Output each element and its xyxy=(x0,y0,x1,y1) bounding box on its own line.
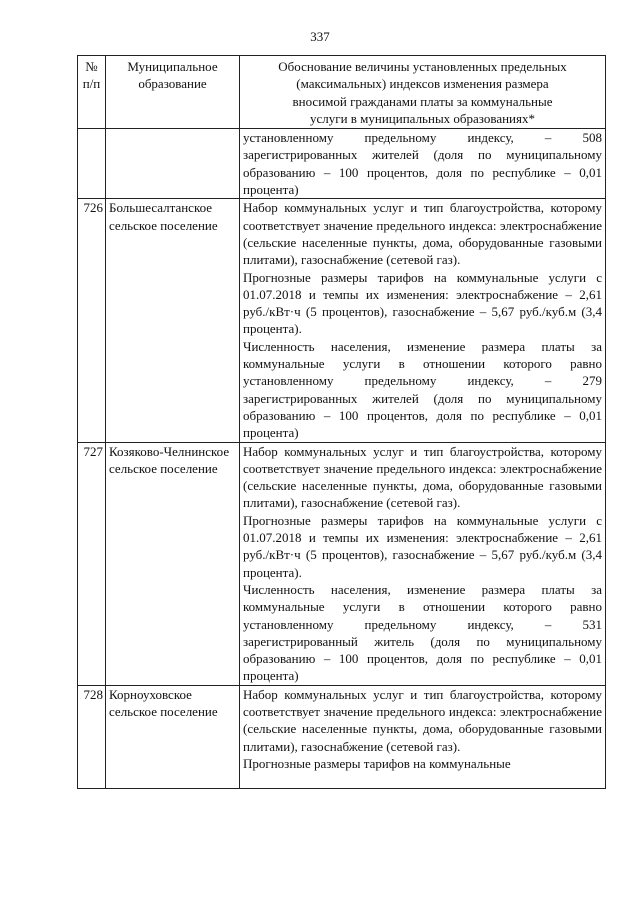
tariff-table xyxy=(77,55,606,789)
header-justification: Обоснование величины установленных предельных (максимальных) индексов изменения размера вносимой гражданами платы за коммунальные услуги в муниципальных образованиях* xyxy=(240,56,606,129)
paragraph: Набор коммунальных услуг и тип благоустройства, которому соответствует значение предельного индекса: электроснабжение (сельские населенные пункты, дома, оборудованные газовыми плитами), газоснабжение (сетевой газ). xyxy=(243,443,602,511)
table-row xyxy=(78,199,606,442)
paragraph: Набор коммунальных услуг и тип благоустройства, которому соответствует значение предельного индекса: электроснабжение (сельские населенные пункты, дома, оборудованные газовыми плитами), газоснабжение (сетевой газ). xyxy=(243,686,602,754)
paragraph: Численность населения, изменение размера платы за коммунальные услуги в отношении которого равно установленному предельному индексу, – 531 зарегистрированный житель (доля по муниципальному образованию – 100 процентов, доля по республике – 0,01 процента) xyxy=(243,581,602,684)
page-number: 337 xyxy=(310,29,330,44)
row-num: 728 xyxy=(78,685,106,788)
paragraph: Прогнозные размеры тарифов на коммунальные услуги с 01.07.2018 и темпы их изменения: электроснабжение – 2,61 руб./кВт·ч (5 процентов), газоснабжение – 5,67 руб./куб.м (3,4 процента). xyxy=(243,512,602,580)
row-num: 727 xyxy=(78,442,106,685)
table-row-continuation xyxy=(78,129,606,199)
row-num xyxy=(78,129,106,199)
row-municipality: Корноуховское сельское поселение xyxy=(106,685,240,788)
row-num: 726 xyxy=(78,199,106,442)
table-header-row xyxy=(78,56,606,129)
row-justification xyxy=(240,199,606,442)
row-municipality xyxy=(106,129,240,199)
paragraph: Прогнозные размеры тарифов на коммунальные услуги с 01.07.2018 и темпы их изменения: электроснабжение – 2,61 руб./кВт·ч (5 процентов), газоснабжение – 5,67 руб./куб.м (3,4 процента). xyxy=(243,269,602,337)
table-row xyxy=(78,685,606,788)
paragraph: установленному предельному индексу, – 508 зарегистрированных жителей (доля по муниципальному образованию – 100 процентов, доля по республике – 0,01 процента) xyxy=(243,130,602,198)
paragraph: Численность населения, изменение размера платы за коммунальные услуги в отношении которого равно установленному предельному индексу, – 279 зарегистрированных жителей (доля по муниципальному образованию – 100 процентов, доля по республике – 0,01 процента) xyxy=(243,338,602,441)
row-municipality: Большесалтанское сельское поселение xyxy=(106,199,240,442)
row-justification xyxy=(240,442,606,685)
paragraph: Набор коммунальных услуг и тип благоустройства, которому соответствует значение предельного индекса: электроснабжение (сельские населенные пункты, дома, оборудованные газовыми плитами), газоснабжение (сетевой газ). xyxy=(243,200,602,268)
row-justification xyxy=(240,685,606,788)
paragraph: Прогнозные размеры тарифов на коммунальные xyxy=(243,755,511,771)
header-municipality: Муниципальное образование xyxy=(106,56,240,129)
row-municipality: Козяково-Челнинское сельское поселение xyxy=(106,442,240,685)
header-num: № п/п xyxy=(78,56,106,129)
row-justification xyxy=(240,129,606,199)
table-row xyxy=(78,442,606,685)
